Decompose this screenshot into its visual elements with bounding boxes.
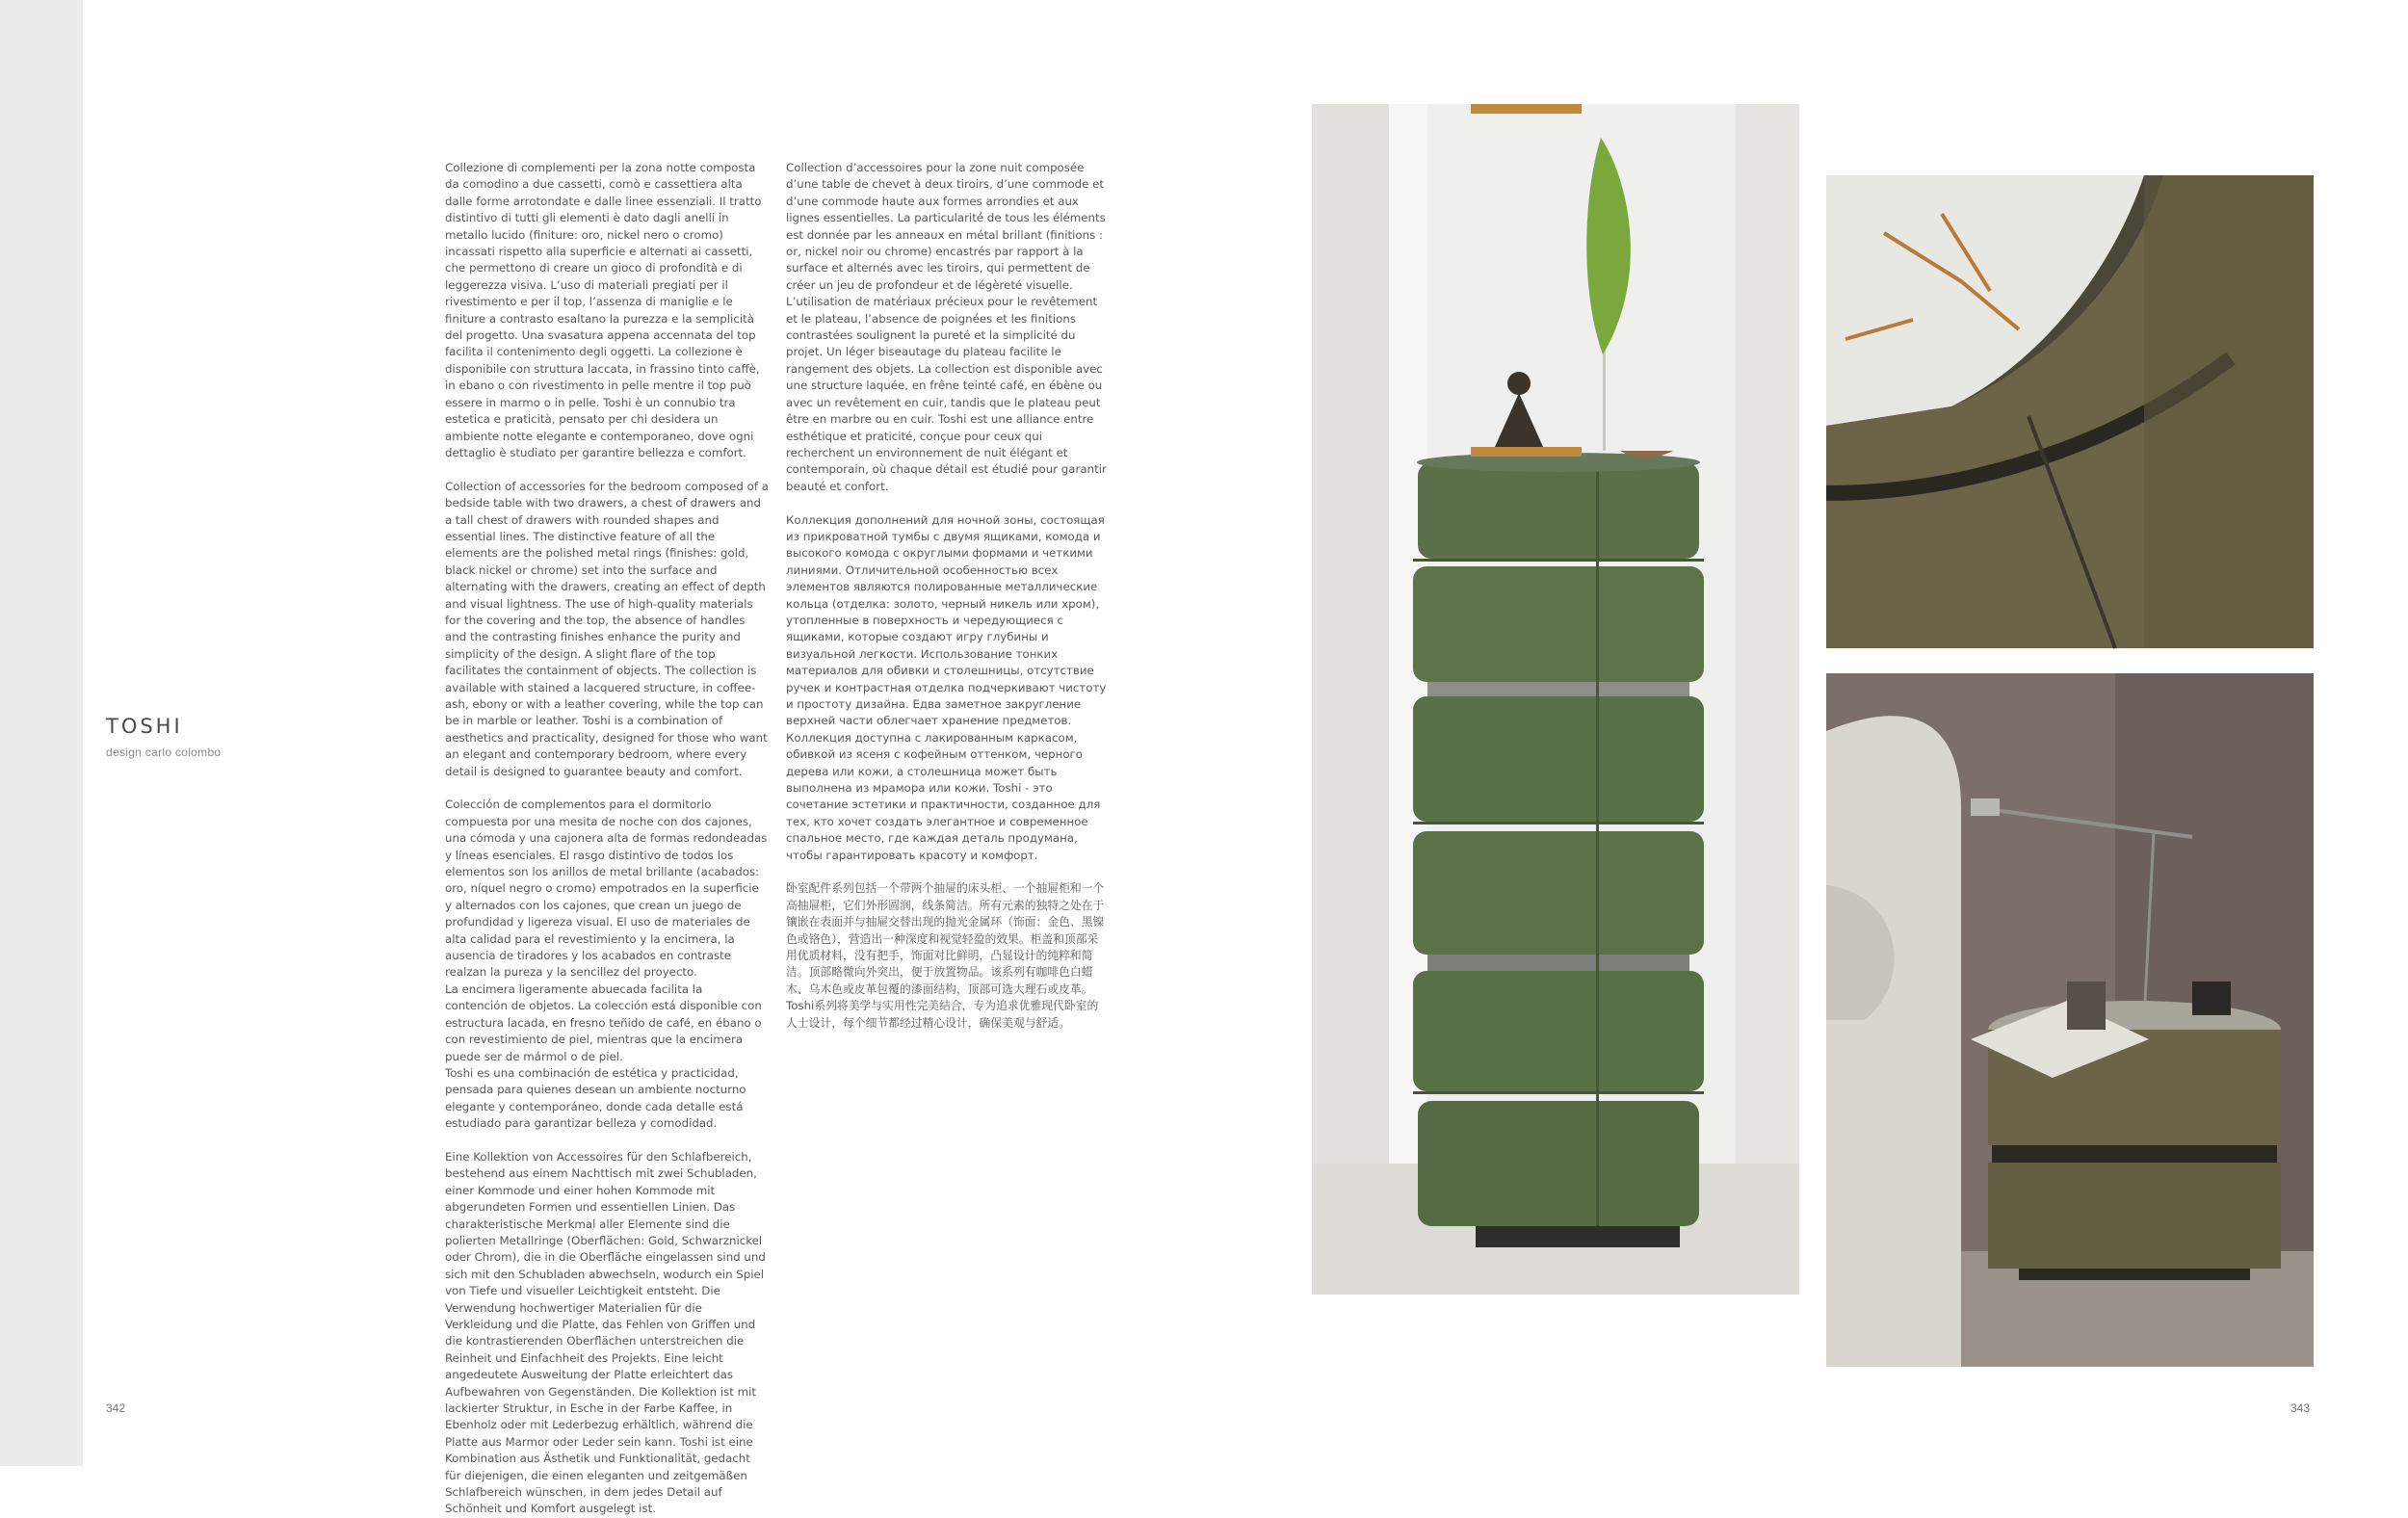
paragraph-german: Eine Kollektion von Accessoires für den Schlafbereich, bestehend aus einem Nachttisch mit zwei Schubladen, einer Kommode und einer hohen Kommode mit abgerundeten Formen und essentiellen Linien. Das charakteristische Merkmal aller Elemente sind die polierten Metallringe (Oberflächen: Gold, Schwarznickel oder Chrom), die in die Oberfläche eingelassen sind und sich mit den Schubladen abwechseln, wodurch ein Spiel von Tiefe und visueller Leichtigkeit entsteht. Die Verwendung hochwertiger Materialien für die Verkleidung und die Platte, das Fehlen von Griffen und die kontrastierenden Oberflächen unterstreichen die Reinheit und Einfachheit des Projekts. Eine leicht angedeutete Ausweitung der Platte erleichtert das Aufbewahren von Gegenständen. Die Kollektion ist mit lackierter Struktur, in Esche in der Farbe Kaffee, in Ebenholz oder mit Lederbezug erhältlich, während die Platte aus Marmor oder Leder sein kann. Toshi ist eine Kombination aus Ästhetik und Funktionalität, gedacht für diejenigen, die einen eleganten und zeitgemäßen Schlafbereich wünschen, in dem jedes Detail auf Schönheit und Komfort ausgelegt ist. bbox=[445, 1149, 766, 1516]
text-column-1 bbox=[445, 160, 769, 1516]
paragraph-chinese: 卧室配件系列包括一个带两个抽屉的床头柜、一个抽屉柜和一个高抽屉柜，它们外形圆润，线条简洁。所有元素的独特之处在于镶嵌在表面并与抽屉交替出现的抛光金属环（饰面：金色、黑镍色或铬色），营造出一种深度和视觉轻盈的效果。柜盖和顶部采用优质材料，没有把手，饰面对比鲜明，凸显设计的纯粹和简洁。顶部略微向外突出，便于放置物品。该系列有咖啡色白蜡木、乌木色或皮革包覆的漆面结构，顶部可选大理石或皮革。Toshi系列将美学与实用性完美结合，专为追求优雅现代卧室的人士设计，每个细节都经过精心设计，确保美观与舒适。 bbox=[786, 881, 1105, 1030]
tall-chest-illustration bbox=[1312, 104, 1799, 1295]
paragraph-french: Collection d’accessoires pour la zone nuit composée d’une table de chevet à deux tiroirs, d’une commode et d’une commode haute aux formes arrondies et aux lignes essentielles. La particularité de tous les éléments est donnée par les anneaux en métal brillant (finitions : or, nickel noir ou chrome) encastrés par rapport à la surface et alternés avec les tiroirs, qui permettent de créer un jeu de profondeur et de légèreté visuelle. L’utilisation de matériaux précieux pour le revêtement et le plateau, l’absence de poignées et les finitions contrastées soulignent la pureté et la simplicité du projet. Un léger biseautage du plateau facilite le rangement des objets. La collection est disponible avec une structure laquée, en frêne teinté café, en ébène ou avec un revêtement en cuir, tandis que le plateau peut être en marbre ou en cuir. Toshi est une alliance entre esthétique et praticité, conçue pour ceux qui recherchent un environnement de nuit élégant et contemporain, où chaque détail est étudié pour garantir beauté et confort. bbox=[786, 161, 1107, 493]
paragraph-spanish-2: La encimera ligeramente abuecada facilita la contención de objetos. La colección está disponible con estructura lacada, en fresno teñido de café, en ébano o con revestimiento de piel, mientras que la encimera puede ser de mármol o de piel. bbox=[445, 981, 762, 1063]
paragraph-spanish: Colección de complementos para el dormitorio compuesta por una mesita de noche con dos cajones, una cómoda y una cajonera alta de formas redondeadas y líneas esenciales. El rasgo distintivo de todos los elementos son los anillos de metal brillante (acabados: oro, níquel negro o cromo) empotrados en la superficie y alternados con los cajones, que crean un juego de profundidad y ligereza visual. El uso de materiales de alta calidad para el revestimiento y la encimera, la ausencia de tiradores y los acabados en contraste realzan la pureza y la sencillez del proyecto. bbox=[445, 798, 768, 980]
paragraph-italian: Collezione di complementi per la zona notte composta da comodino a due cassetti, comò e cassettiera alta dalle forme arrotondate e dalle linee essenziali. Il tratto distintivo di tutti gli elementi è dato dagli anelli in metallo lucido (finiture: oro, nickel nero o cromo) incassati rispetto alla superficie e alternati ai cassetti, che permettono di creare un gioco di profondità e di leggerezza visiva. L’uso di materiali pregiati per il rivestimento e per il top, l’assenza di maniglie e le finiture a contrasto esaltano la purezza e la semplicità del progetto. Una svasatura appena accennata del top facilita il contenimento degli oggetti. La collezione è disponibile con struttura laccata, in frassino tinto caffè, in ebano o con rivestimento in pelle mentre il top può essere in marmo o in pelle. Toshi è un connubio tra estetica e praticità, pensato per chi desidera un ambiente notte elegante e contemporaneo, dove ogni dettaglio è studiato per garantire bellezza e comfort. bbox=[445, 161, 762, 459]
page-gutter bbox=[0, 0, 83, 1466]
bedside-illustration bbox=[1826, 673, 2314, 1367]
collection-title: TOSHI bbox=[106, 715, 183, 738]
marble-top-detail-photo bbox=[1826, 175, 2314, 648]
paragraph-russian: Коллекция дополнений для ночной зоны, состоящая из прикроватной тумбы с двумя ящиками, комода и высокого комода с округлыми формами и четкими линиями. Отличительной особенностью всех элементов являются полированные металлические кольца (отделка: золото, черный никель или хром), утопленные в поверхность и чередующиеся с ящиками, которые создают игру глубины и визуальной легкости. Использование тонких материалов для обивки и столешницы, отсутствие ручек и контрастная отделка подчеркивают чистоту и простоту дизайна. Едва заметное закругление верхней части облегчает хранение предметов. Коллекция доступна с лакированным каркасом, обивкой из ясеня с кофейным оттенком, черного дерева или кожи, а столешница может быть выполнена из мрамора или кожи. Toshi - это сочетание эстетики и практичности, созданное для тех, кто хочет создать элегантное и современное спальное место, где каждая деталь продумана, чтобы гарантировать красоту и комфорт. bbox=[786, 512, 1107, 862]
paragraph-spanish-3: Toshi es una combinación de estética y practicidad, pensada para quienes desean un ambiente nocturno elegante y contemporáneo, donde cada detalle está estudiado para garantizar belleza y comodidad. bbox=[445, 1065, 746, 1131]
page-number-right: 343 bbox=[2290, 1401, 2311, 1415]
bedside-table-photo bbox=[1826, 673, 2314, 1367]
page-number-left: 342 bbox=[106, 1401, 126, 1415]
text-column-2 bbox=[786, 160, 1110, 1048]
designer-credit: design carlo colombo bbox=[106, 746, 222, 759]
tall-chest-photo bbox=[1312, 104, 1799, 1295]
paragraph-english: Collection of accessories for the bedroom composed of a bedside table with two drawers, a chest of drawers and a tall chest of drawers with rounded shapes and essential lines. The distinctive feature of all the elements are the polished metal rings (finishes: gold, black nickel or chrome) set into the surface and alternating with the drawers, creating an effect of depth and visual lightness. The use of high-quality materials for the covering and the top, the absence of handles and the contrasting finishes enhance the purity and simplicity of the design. A slight flare of the top facilitates the containment of objects. The collection is available with stained a lacquered structure, in coffee-ash, ebony or with a leather covering, while the top can be in marble or leather. Toshi is a combination of aesthetics and practicality, designed for those who want an elegant and contemporary bedroom, where every detail is designed to guarantee beauty and comfort. bbox=[445, 479, 769, 778]
top-detail-illustration bbox=[1826, 175, 2314, 648]
